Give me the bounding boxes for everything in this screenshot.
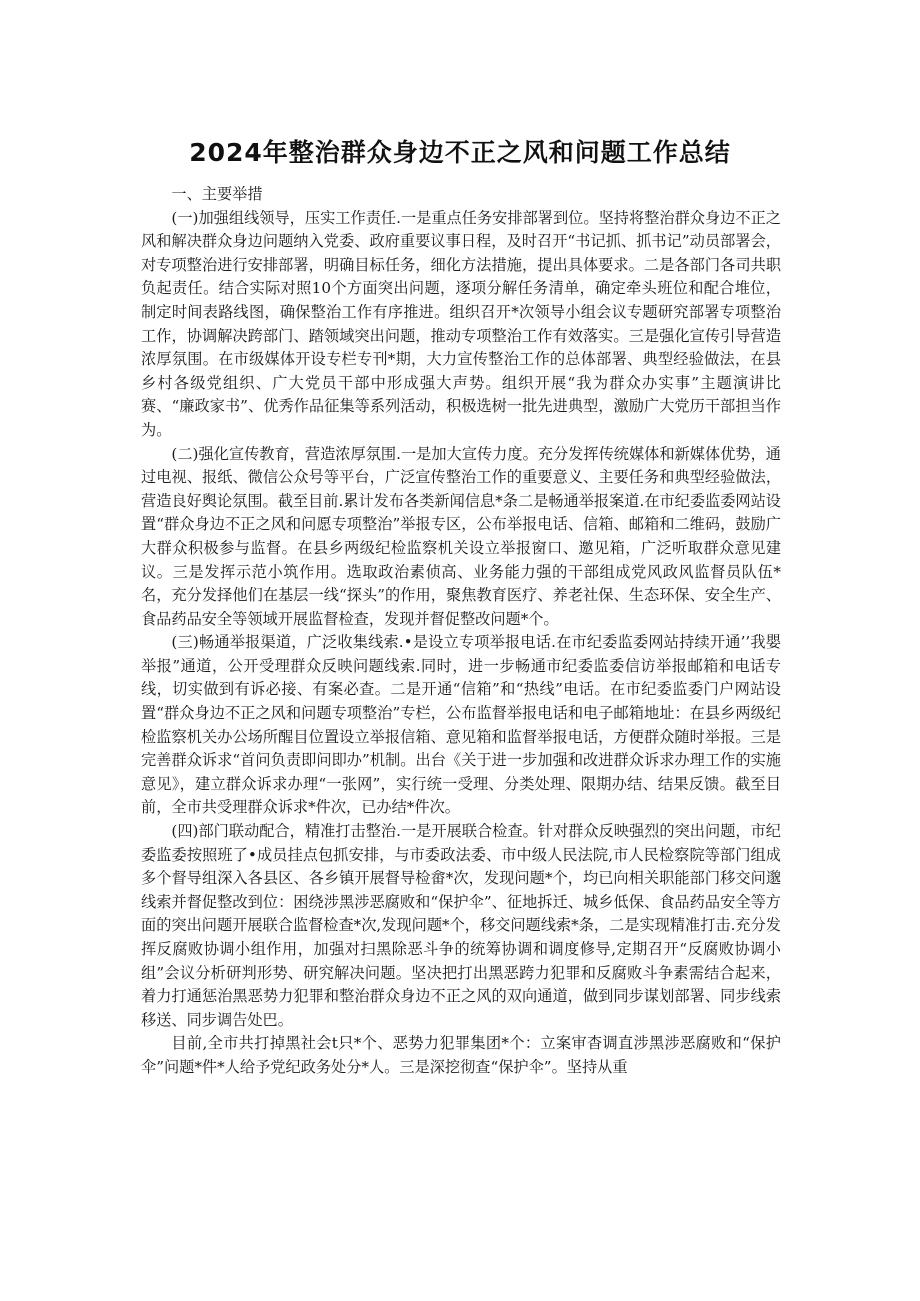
document-body [141,183,781,1080]
paragraph-1: (一)加强组线领导，压实工作责任.一是重点任务安排部署到位。坚持将整治群众身边不正之风和解决群众身边问题纳入党委、政府重要议事日程，及时召开“书记抓、抓书记”动员部署会，对专项整治进行安排部署，明确目标任务，细化方法措施，提出具体要求。二是各部门各司共职负起责任。结合实际对照10个方面突出问题，逐项分解任务清单，确定牵头班位和配合堆位，制定时间表路线图，确保整治工作有序推进。组织召开*次领导小组会议专题研究部署专项整治工作，协调解决跨部门、踏领域突出问题，推动专项整治工作有效落实。三是强化宣传引导营造浓厚氛围。在市级媒体开设专栏专刊*期，大力宣传整治工作的总体部署、典型经验做法，在县乡村各级党组织、广大党员干部中形成强大声势。组织开展“我为群众办实事”主题演讲比赛、“廉政家书”、优秀作品征集等系列活动，积极选树一批先进典型，激励广大党历干部担当作为。 [141,208,781,439]
paragraph-4: (四)部门联动配合，精准打击整治.一是开展联合检查。针对群众反映强烈的突出问题，市纪委监委按照班了•成员挂点包抓安排，与市委政法委、市中级人民法院,市人民检察院等部门组成多个督导组深入各县区、各乡镇开展督导检畲*次，发现问题*个，均已向相关职能部门移交问邈线索并督促整改到位：困绕涉黑涉恶腐败和“保护伞”、征地拆迁、城乡低保、食品药品安全等方面的突出问题开展联合监督检查*次,发现问题*个，移交问题线索*条，二是实现精准打击.充分发挥反腐败协调小组作用，加强对扫黑除恶斗争的统筹协调和调度修导,定期召开“反腐败协调小组”会议分析研判形势、研究解决问题。坚决把打出黑恶跨力犯罪和反腐败斗争素需结合起来，着力打通惩治黑恶势力犯罪和整治群众身边不正之风的双向通道，做到同步谋划部署、同步线索移送、同步调告处巴。 [141,822,781,1029]
section-heading: 一、主要举措 [171,185,263,203]
paragraph-2: (二)强化宣传教育，营造浓厚氛围.一是加大宣传力度。充分发挥传统媒体和新媒体优势，通过电视、报纸、微信公众号等平台，广泛宣传整治工作的重要意义、主要任务和典型经验做法，营造良好舆论氛围。截至目前.累计发布各类新闻信息*条二是畅通举报案道.在市纪委监委网站设置“群众身边不正之风和问愿专项整治”举报专区，公布举报电话、信箱、邮箱和二维码，鼓励广大群众积极参与监督。在县乡两级纪检监察机关设立举报窗口、邀见箱，广泛听取群众意见建议。三是发挥示范小筑作用。选取政治素侦高、业务能力强的干部组成党风政风监督员队伍*名，充分发择他们在基层一线“探头”的作用，聚焦教育医疗、养老社保、生态环保、安全生产、食品药品安全等领域开展监督检查，发现并督促整改问题*个。 [141,444,781,628]
paragraph-3: (三)畅通举报渠道，广泛收集线索.•是设立专项举报电话.在市纪委监委网站持续开通’’我嬰举报”通道，公开受理群众反映问题线索.同时，进一步畅通市纪委监委信访举报邮箱和电话专线，切实做到有诉必接、有案必查。二是开通“信箱”和“热线”电话。在市纪委监委门户网站设置“群众身边不正之风和问题专项整治”专栏，公布监督举报电话和电子邮箱地址：在县乡两级纪检监察机关办公场所醒目位置设立举报信箱、意见箱和监督举报电话，方便群众随时举报。三是完善群众诉求“首问负责即问即办”机制。出台《关于进一步加强和改进群众诉求办理工作的实施意见》，建立群众诉求办理“一张网”，实行统一受理、分类处理、限期办结、结果反馈。截至目前，全市共受理群众诉求*件次，已办结*件次。 [141,633,781,817]
document-title: 2024年整治群众身边不正之风和问题工作总结 [189,138,731,167]
paragraph-5: 目前,全市共打掉黑社会t只*个、恶势力犯罪集团*个：立案审杳调直涉黑涉恶腐败和“保护伞”问题*件*人给予党纪政务处分*人。三是深挖彻查“保护伞”。坚持从重 [141,1034,781,1076]
